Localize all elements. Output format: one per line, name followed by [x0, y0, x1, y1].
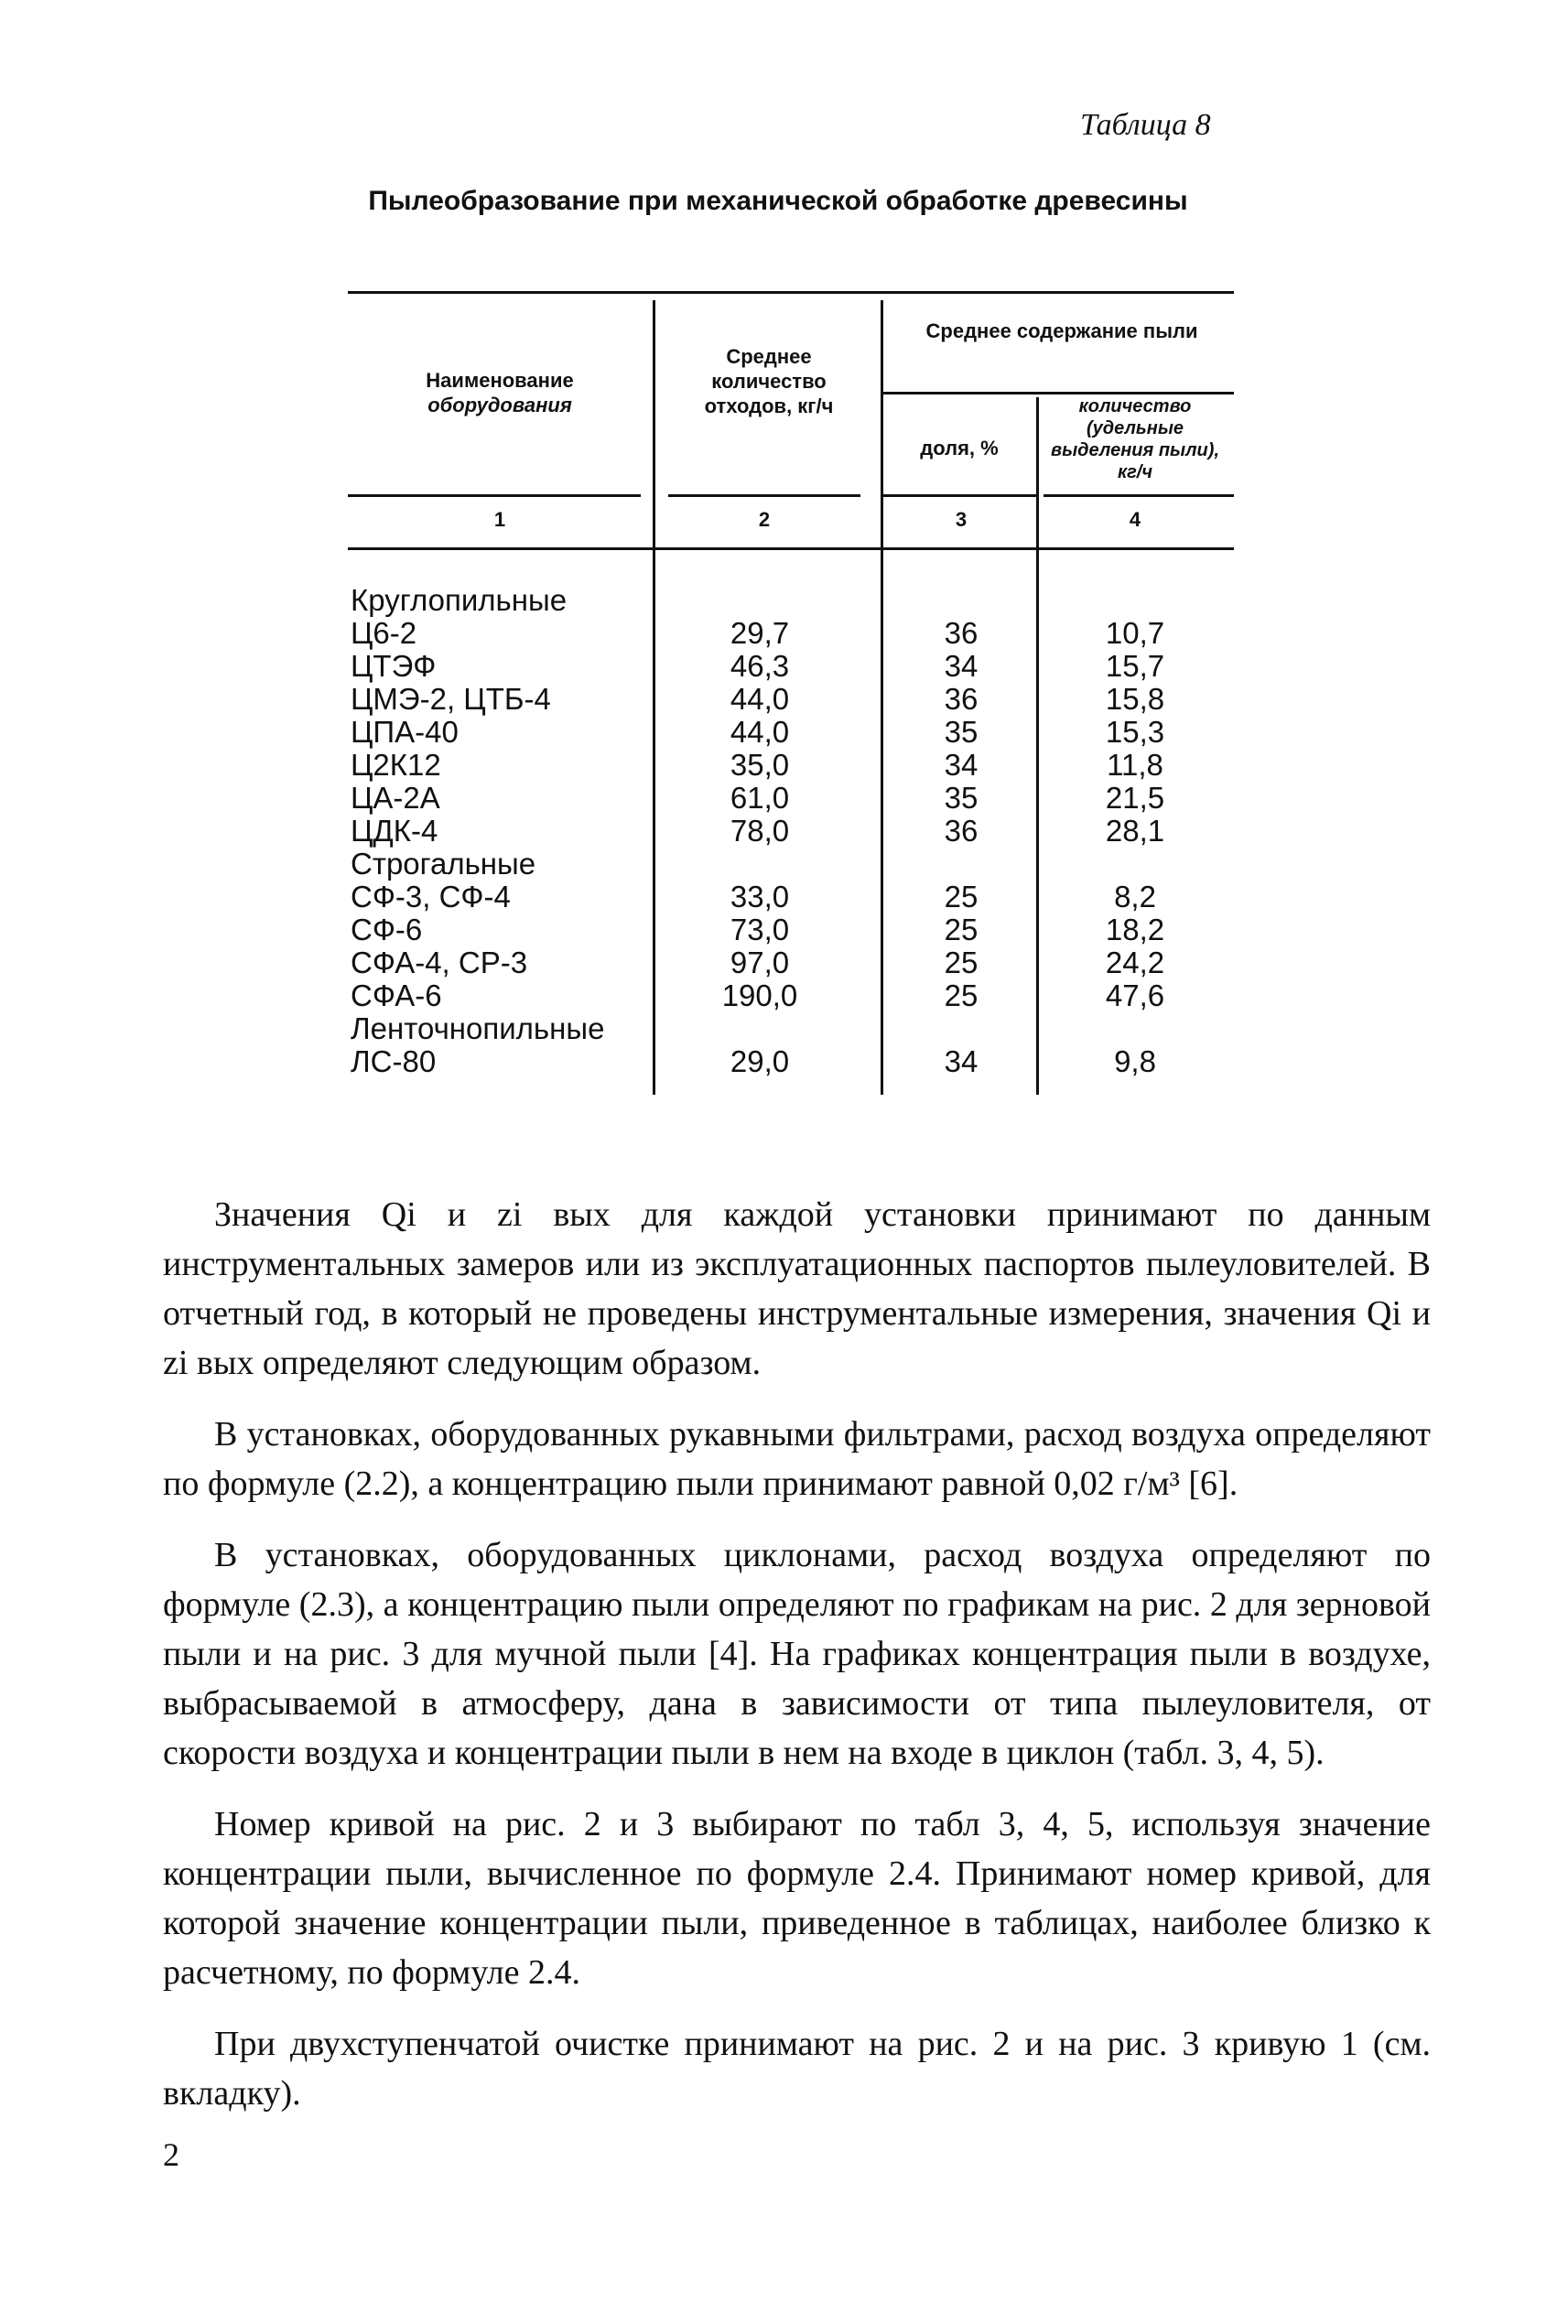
dust-share-value: 34: [944, 748, 979, 782]
equipment-name: Строгальные: [351, 847, 536, 881]
header-bottom-rule: [668, 494, 860, 497]
paragraph: Номер кривой на рис. 2 и 3 выбирают по табл 3, 4, 5, используя значение концентрации пыли, вычисленное по формуле 2.4. Принимают номер кривой, для которой значение концентрации пыли, приведенное в таблицах, наиболее близко к расчетному, по формуле 2.4.: [163, 1805, 1431, 1992]
table-row: [0, 815, 1568, 848]
avg-waste-value: 73,0: [730, 913, 790, 946]
avg-waste-value: 78,0: [730, 814, 790, 848]
avg-waste-value: 44,0: [730, 715, 790, 749]
dust-quantity-value: 11,8: [1107, 748, 1163, 782]
table-row: [0, 683, 1568, 716]
paragraph: Значения Qi и zi вых для каждой установки принимают по данным инструментальных замеров или из эксплуатационных паспортов пылеуловителей. В отчетный год, в который не проведены инструментальные измерения, значения Qi и zi вых определяют следующим образом.: [163, 1195, 1431, 1382]
table-row: [0, 881, 1568, 913]
equipment-name: Ленточнопильные: [351, 1011, 605, 1045]
header-dust-quantity: количество (удельные выделения пыли), кг/ч: [1051, 396, 1219, 482]
dust-quantity-value: 15,3: [1105, 715, 1165, 749]
table-row: [0, 913, 1568, 946]
avg-waste-value: 29,7: [730, 616, 790, 650]
table-title: Пылеобразование при механической обработке древесины: [368, 186, 1188, 216]
body-text: [163, 1190, 1431, 2140]
dust-quantity-value: 21,5: [1105, 781, 1165, 815]
dust-share-value: 25: [944, 946, 979, 979]
header-bottom-rule: [348, 494, 641, 497]
table-row: [0, 1012, 1568, 1045]
dust-share-value: 34: [944, 1044, 979, 1078]
table-row: [0, 749, 1568, 782]
table-row: [0, 617, 1568, 650]
avg-waste-value: 97,0: [730, 946, 790, 979]
column-number: 4: [1129, 508, 1141, 531]
avg-waste-value: 33,0: [730, 880, 790, 913]
avg-waste-value: 46,3: [730, 649, 790, 683]
equipment-name: ЦМЭ-2, ЦТБ-4: [351, 682, 551, 716]
table-top-rule: [348, 291, 1234, 294]
dust-quantity-value: 47,6: [1105, 978, 1165, 1012]
header-dust-share: доля, %: [920, 437, 999, 459]
dust-share-value: 25: [944, 913, 979, 946]
dust-share-value: 36: [944, 814, 979, 848]
paragraph: При двухступенчатой очистке принимают на рис. 2 и на рис. 3 кривую 1 (см. вкладку).: [163, 2025, 1431, 2113]
equipment-name: СФА-6: [351, 978, 442, 1012]
equipment-name: ЦПА-40: [351, 715, 459, 749]
dust-share-value: 35: [944, 781, 979, 815]
header-equipment-name: Наименование оборудования: [426, 369, 574, 416]
table-row: [0, 848, 1568, 881]
equipment-name: ЦТЭФ: [351, 649, 437, 683]
table-row: [0, 584, 1568, 617]
equipment-name: Круглопильные: [351, 583, 568, 617]
dust-quantity-value: 15,7: [1105, 649, 1165, 683]
avg-waste-value: 61,0: [730, 781, 790, 815]
equipment-name: ЦА-2А: [351, 781, 440, 815]
avg-waste-value: 44,0: [730, 682, 790, 716]
header-avg-waste: Среднее количество отходов, кг/ч: [704, 345, 834, 417]
dust-quantity-value: 15,8: [1105, 682, 1165, 716]
table-row: [0, 716, 1568, 749]
dust-share-value: 25: [944, 880, 979, 913]
dust-share-value: 36: [944, 616, 979, 650]
equipment-name: Ц6-2: [351, 616, 417, 650]
dust-quantity-value: 24,2: [1105, 946, 1165, 979]
dust-quantity-value: 28,1: [1105, 814, 1165, 848]
equipment-name: СФ-3, СФ-4: [351, 880, 511, 913]
dust-share-value: 36: [944, 682, 979, 716]
dust-quantity-value: 18,2: [1105, 913, 1165, 946]
header-bottom-rule: [883, 494, 1039, 497]
table-row: [0, 1045, 1568, 1078]
avg-waste-value: 29,0: [730, 1044, 790, 1078]
equipment-name: ЦДК-4: [351, 814, 438, 848]
avg-waste-value: 190,0: [721, 978, 798, 1012]
equipment-name: ЛС-80: [351, 1044, 437, 1078]
paragraph: В установках, оборудованных рукавными фильтрами, расход воздуха определяют по формуле (2.2), а концентрацию пыли принимают равной 0,02 г/м³ [6].: [163, 1415, 1431, 1503]
table-row: [0, 650, 1568, 683]
table-row: [0, 979, 1568, 1012]
table-row: [0, 946, 1568, 979]
colnum-bottom-rule: [348, 547, 1234, 550]
column-number: 2: [758, 508, 771, 531]
column-number: 1: [493, 508, 506, 531]
header-bottom-rule: [1044, 494, 1234, 497]
dust-quantity-value: 9,8: [1114, 1044, 1156, 1078]
dust-quantity-value: 10,7: [1105, 616, 1165, 650]
avg-waste-value: 35,0: [730, 748, 790, 782]
table-label: Таблица 8: [1080, 108, 1211, 142]
dust-quantity-value: 8,2: [1114, 880, 1156, 913]
dust-share-value: 25: [944, 978, 979, 1012]
header-avg-dust-content: Среднее содержание пыли: [925, 319, 1198, 342]
equipment-name: Ц2К12: [351, 748, 441, 782]
column-number: 3: [955, 508, 968, 531]
table-row: [0, 782, 1568, 815]
equipment-name: СФА-4, СР-3: [351, 946, 528, 979]
page-number: 2: [163, 2136, 179, 2173]
equipment-name: СФ-6: [351, 913, 423, 946]
paragraph: В установках, оборудованных циклонами, расход воздуха определяют по формуле (2.3), а концентрацию пыли определяют по графикам на рис. 2 для зерновой пыли и на рис. 3 для мучной пыли [4]. На графиках концентрация пыли в воздухе, выбрасываемой в атмосферу, дана в зависимости от типа пылеуловителя, от скорости воздуха и концентрации пыли в нем на входе в циклон (табл. 3, 4, 5).: [163, 1536, 1431, 1772]
dust-share-value: 35: [944, 715, 979, 749]
subheader-rule: [881, 392, 1234, 395]
dust-share-value: 34: [944, 649, 979, 683]
